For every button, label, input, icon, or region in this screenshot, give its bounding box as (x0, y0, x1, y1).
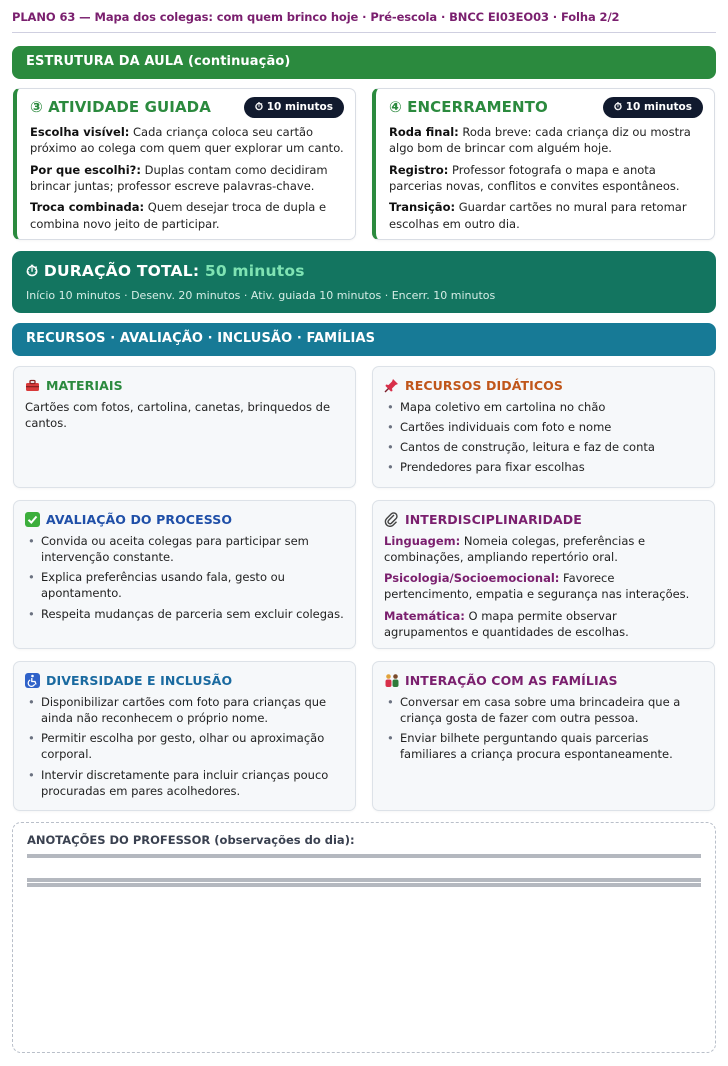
pushpin-icon (384, 378, 399, 393)
step-card-encerramento (372, 88, 715, 240)
list-item: • Conversar em casa sobre uma brincadeira que a criança gosta de fazer com outra pessoa. (384, 694, 703, 727)
total-duration-panel (12, 251, 716, 313)
card-title (384, 511, 703, 529)
list-item: • Permitir escolha por gesto, olhar ou aproximação corporal. (25, 730, 344, 763)
check-box-icon (25, 512, 40, 527)
stopwatch-icon: ⏱ (26, 262, 39, 280)
step-title (30, 97, 211, 118)
writing-line (27, 854, 701, 858)
card-title-text: AVALIAÇÃO DO PROCESSO (46, 512, 233, 527)
list-item: • Prendedores para fixar escolhas (384, 459, 703, 475)
step-title-text: ENCERRAMENTO (407, 98, 548, 116)
notes-title: ANOTAÇÕES DO PROFESSOR (observações do dia): (27, 833, 355, 847)
card-title (25, 511, 344, 529)
card-title (25, 672, 344, 690)
header-divider (12, 32, 716, 33)
step-number-icon: ④ (389, 98, 402, 116)
diversidade-list (25, 694, 344, 800)
step-title (389, 97, 548, 118)
list-item: • Enviar bilhete perguntando quais parcerias familiares a criança procura espontaneamente. (384, 730, 703, 763)
accessibility-icon (25, 673, 40, 688)
step-item: Transição: Guardar cartões no mural para retomar escolhas em outro dia. (389, 200, 687, 231)
writing-line (27, 883, 701, 887)
card-title-text: MATERIAIS (46, 378, 123, 393)
list-item: • Cartões individuais com foto e nome (384, 419, 703, 435)
step-item: Roda final: Roda breve: cada criança diz ou mostra algo bom de brincar com alguém hoje. (389, 125, 691, 156)
paperclip-icon (384, 512, 399, 527)
card-diversidade (13, 661, 356, 811)
list-item: • Convida ou aceita colegas para participar sem intervenção constante. (25, 533, 344, 566)
writing-line (27, 878, 701, 882)
card-recursos-didaticos (372, 366, 715, 488)
list-item: • Mapa coletivo em cartolina no chão (384, 399, 703, 415)
section-band-recursos (12, 323, 716, 356)
materiais-text: Cartões com fotos, cartolina, canetas, brinquedos de cantos. (25, 399, 331, 430)
familias-list (384, 694, 703, 763)
interdisciplinar-item: Linguagem: Nomeia colegas, preferências e combinações, ampliando repertório oral. (384, 533, 646, 564)
total-duration-label: DURAÇÃO TOTAL: (43, 262, 200, 280)
time-pill: ⏱ 10 minutos (244, 97, 344, 118)
card-title-text: RECURSOS DIDÁTICOS (405, 378, 563, 393)
step-title-text: ATIVIDADE GUIADA (48, 98, 211, 116)
list-item: • Cantos de construção, leitura e faz de conta (384, 439, 703, 455)
card-avaliacao (13, 500, 356, 649)
list-item: • Respeita mudanças de parceria sem excluir colegas. (25, 606, 344, 622)
step-item: Registro: Professor fotografa o mapa e anota parcerias novas, conflitos e convites espontâneos. (389, 162, 680, 193)
card-title (384, 377, 703, 395)
step-item: Escolha visível: Cada criança coloca seu cartão próximo ao colega com quem quer explorar um canto. (30, 125, 344, 156)
teacher-notes-area[interactable] (12, 822, 716, 1053)
page-header: PLANO 63 — Mapa dos colegas: com quem brinco hoje · Pré-escola · BNCC EI03EO03 · Folha 2/2 (12, 10, 620, 24)
step-item: Troca combinada: Quem desejar troca de dupla e combina novo jeito de participar. (30, 200, 327, 231)
card-interdisciplinaridade (372, 500, 715, 649)
card-title-text: INTERAÇÃO COM AS FAMÍLIAS (405, 673, 618, 688)
step-number-icon: ③ (30, 98, 43, 116)
section-band-label: RECURSOS · AVALIAÇÃO · INCLUSÃO · FAMÍLIAS (26, 331, 376, 347)
recursos-list (384, 399, 703, 476)
avaliacao-list (25, 533, 344, 623)
card-title-text: DIVERSIDADE E INCLUSÃO (46, 673, 233, 688)
list-item: • Intervir discretamente para incluir crianças pouco procuradas em pares acolhedores. (25, 767, 344, 800)
card-title (25, 377, 344, 395)
card-materiais (13, 366, 356, 488)
section-band-label: ESTRUTURA DA AULA (continuação) (26, 54, 291, 70)
interdisciplinar-item: Psicologia/Socioemocional: Favorece pertencimento, empatia e segurança nas interações. (384, 571, 690, 602)
list-item: • Explica preferências usando fala, gesto ou apontamento. (25, 569, 344, 602)
interdisciplinar-item: Matemática: O mapa permite observar agrupamentos e quantidades de escolhas. (384, 608, 629, 640)
total-duration-value: 50 minutos (204, 262, 305, 280)
toolbox-icon (25, 378, 40, 393)
card-familias (372, 661, 715, 811)
list-item: • Disponibilizar cartões com foto para crianças que ainda não reconhecem o próprio nome. (25, 694, 344, 727)
time-pill: ⏱ 10 minutos (603, 97, 703, 118)
family-icon (384, 673, 399, 688)
card-title-text: INTERDISCIPLINARIDADE (405, 512, 582, 527)
total-duration-line (26, 261, 702, 283)
card-title (384, 672, 703, 690)
section-band-estrutura (12, 46, 716, 79)
step-item: Por que escolhi?: Duplas contam como decidiram brincar juntas; professor escreve palavras-chave. (30, 162, 328, 193)
step-card-atividade-guiada (13, 88, 356, 240)
duration-breakdown: Início 10 minutos · Desenv. 20 minutos · Ativ. guiada 10 minutos · Encerr. 10 minutos (26, 288, 496, 302)
